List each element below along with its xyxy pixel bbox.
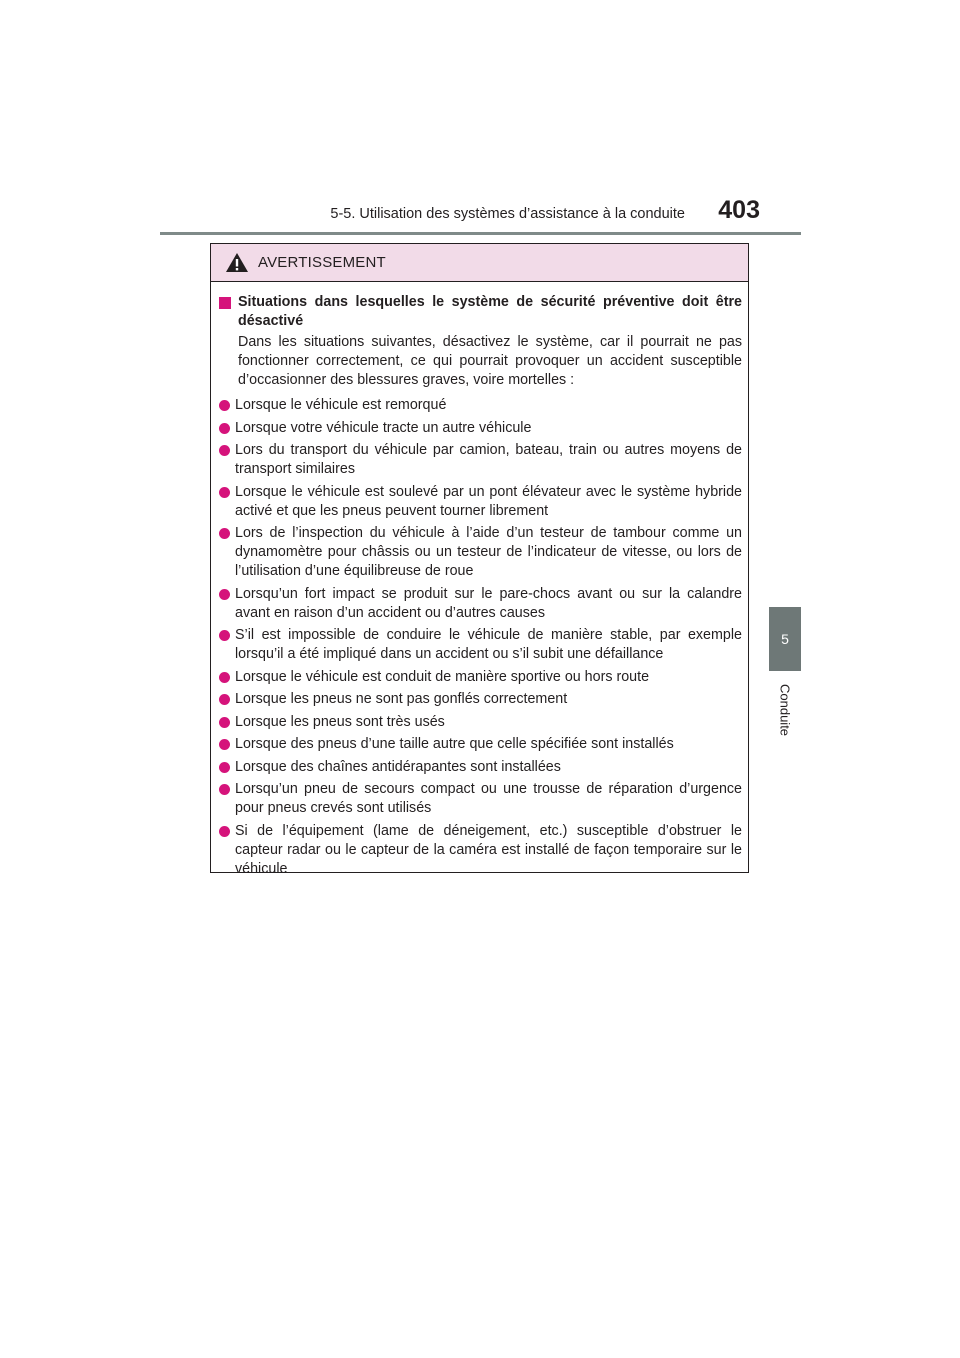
list-item <box>219 735 742 754</box>
list-item <box>219 626 742 664</box>
bullet-icon <box>219 784 230 795</box>
bullet-icon <box>219 528 230 539</box>
list-item <box>219 713 742 732</box>
chapter-label: Conduite <box>777 684 793 737</box>
bullet-icon <box>219 672 230 683</box>
list-item <box>219 483 742 521</box>
list-item-text: Lors de l’inspection du véhicule à l’aide d’un testeur de tambour comme un dynamomètre pour châssis ou un testeur de l’indicateur de vitesse, ou lors de l’utilisation d’une équilibreuse de roue <box>235 525 742 579</box>
bullet-icon <box>219 694 230 705</box>
bullet-icon <box>219 717 230 728</box>
list-item <box>219 585 742 623</box>
bullet-icon <box>219 423 230 434</box>
list-item-text: Lorsqu’un pneu de secours compact ou une trousse de réparation d’urgence pour pneus crevés sont utilisés <box>235 781 742 816</box>
list-item-text: Lorsque des chaînes antidérapantes sont installées <box>235 758 561 775</box>
list-item-text: Lorsque le véhicule est remorqué <box>235 397 447 413</box>
list-item <box>219 690 742 709</box>
chapter-tab <box>769 607 801 671</box>
list-item-text: Lorsque le véhicule est soulevé par un pont élévateur avec le système hybride activé et que les pneus peuvent tourner librement <box>235 483 742 519</box>
list-item <box>219 524 742 581</box>
bullet-icon <box>219 400 230 411</box>
list-item <box>219 822 742 879</box>
chapter-label-container <box>762 684 808 764</box>
list-item-text: Lorsque le véhicule est conduit de manière sportive ou hors route <box>235 668 650 685</box>
bullet-icon <box>219 826 230 837</box>
bullet-icon <box>219 445 230 456</box>
bullet-icon <box>219 739 230 750</box>
list-item <box>219 441 742 479</box>
bullet-icon <box>219 487 230 498</box>
list-item-text: Lorsqu’un fort impact se produit sur le pare-chocs avant ou sur la calandre avant en raison d’un accident ou d’autres causes <box>235 585 742 621</box>
warning-title: AVERTISSEMENT <box>258 254 386 271</box>
bullet-icon <box>219 589 230 600</box>
list-item-text: Lorsque des pneus d’une taille autre que celle spécifiée sont installés <box>235 736 674 752</box>
list-item-text: Si de l’équipement (lame de déneigement, etc.) susceptible d’obstruer le capteur radar ou le capteur de la caméra est installé de façon temporaire sur le véhicule <box>235 822 742 877</box>
list-item-text: Lorsque les pneus sont très usés <box>235 713 445 730</box>
warning-header <box>211 244 748 282</box>
list-item <box>219 758 742 777</box>
warning-content <box>211 282 748 879</box>
warning-box <box>210 243 749 877</box>
section-heading <box>219 293 742 331</box>
list-item <box>219 419 742 438</box>
page-number: 403 <box>718 196 760 224</box>
chapter-number: 5 <box>781 631 789 647</box>
section-title: 5-5. Utilisation des systèmes d’assistance à la conduite <box>330 206 685 222</box>
list-item-text: Lorsque votre véhicule tracte un autre véhicule <box>235 419 532 436</box>
section-heading-text: Situations dans lesquelles le système de sécurité préventive doit être désactivé <box>238 294 742 329</box>
list-item-text: S’il est impossible de conduire le véhicule de manière stable, par exemple lorsqu’il a été impliqué dans un accident ou s’il subit une défaillance <box>235 627 742 662</box>
list-item-text: Lors du transport du véhicule par camion, bateau, train ou autres moyens de transport similaires <box>235 442 742 477</box>
square-bullet-icon <box>219 297 231 309</box>
bullet-icon <box>219 630 230 641</box>
bullet-icon <box>219 762 230 773</box>
list-item-text: Lorsque les pneus ne sont pas gonflés correctement <box>235 691 568 707</box>
situation-list <box>219 396 742 879</box>
intro-paragraph: Dans les situations suivantes, désactivez le système, car il pourrait ne pas fonctionner correctement, ce qui pourrait provoquer un accident susceptible d’occasionner des blessures graves, voire mortelles : <box>238 334 742 388</box>
list-item <box>219 668 742 687</box>
warning-triangle-icon <box>225 252 249 273</box>
list-item <box>219 780 742 818</box>
header-rule <box>160 232 801 235</box>
list-item <box>219 396 742 415</box>
